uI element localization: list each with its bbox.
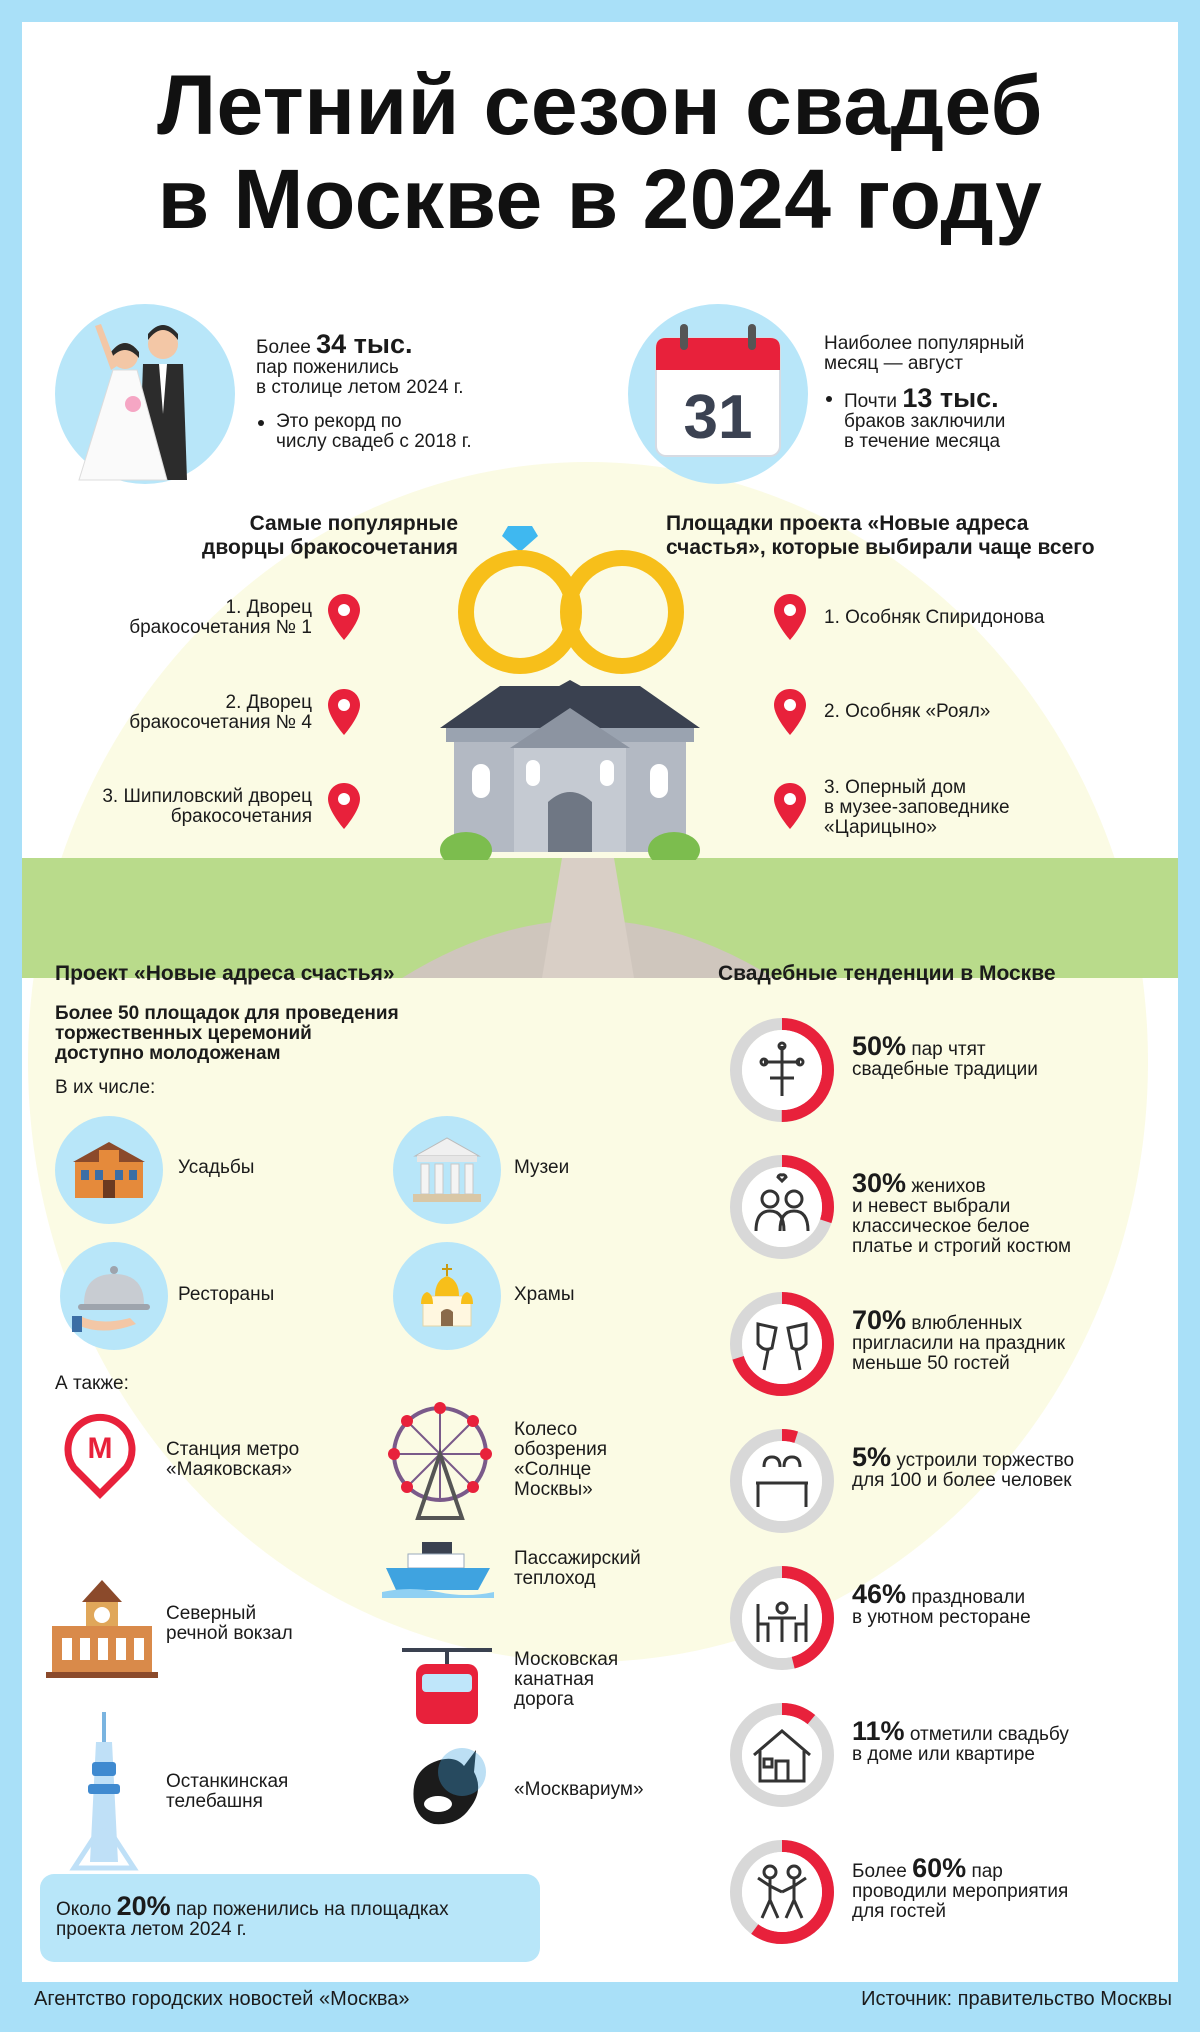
trend-ring-2 — [728, 1153, 836, 1261]
trend-ring-6 — [728, 1701, 836, 1809]
trends-heading: Свадебные тенденции в Москве — [718, 962, 1056, 985]
palace-item-2: 2. Дворец бракосочетания № 4 — [129, 692, 312, 733]
venue-item-3: 3. Оперный дом в музее-заповеднике «Царицыно» — [824, 777, 1010, 838]
map-pin-icon — [772, 592, 808, 642]
palaces-heading: Самые популярные дворцы бракосочетания — [202, 512, 458, 559]
record-bullet: Это рекорд по числу свадеб с 2018 г. — [256, 412, 556, 452]
trend-percent: 46% — [852, 1579, 907, 1609]
museum-icon — [393, 1116, 501, 1224]
among-label: В их числе: — [55, 1077, 156, 1098]
ship-icon — [382, 1532, 494, 1602]
project-subheading: Более 50 площадок для проведения торжественных церемоний доступно молодоженам — [55, 1003, 399, 1064]
tv-tower-icon — [62, 1712, 146, 1872]
map-pin-icon — [772, 781, 808, 831]
month-stat: Наиболее популярный месяц — август Почти 13 тыс. браков заключили в течение месяца — [824, 334, 1144, 452]
map-pin-icon — [772, 687, 808, 737]
venues-heading: Площадки проекта «Новые адреса счастья», которые выбирали чаще всего — [666, 512, 1095, 559]
project-heading: Проект «Новые адреса счастья» — [55, 962, 395, 985]
map-pin-icon — [326, 687, 362, 737]
place-ferris-wheel: Колесо обозрения «Солнце Москвы» — [514, 1419, 608, 1500]
palace-item-3: 3. Шипиловский дворец бракосочетания — [102, 786, 312, 827]
trend-percent: 5% — [852, 1442, 892, 1472]
place-tv-tower: Останкинская телебашня — [166, 1771, 289, 1812]
project-note-box — [40, 1874, 540, 1962]
trend-percent: 50% — [852, 1031, 907, 1061]
estate-icon — [55, 1116, 163, 1224]
museum-illustration — [393, 1116, 501, 1224]
venue-item-1: 1. Особняк Спиридонова — [824, 607, 1045, 628]
church-illustration — [393, 1242, 501, 1350]
trend-percent: 11% — [852, 1716, 905, 1746]
august-count: 13 тыс. — [902, 383, 999, 413]
map-pin-icon — [326, 592, 362, 642]
trend-percent: 30% — [852, 1168, 907, 1198]
title-line-1: Летний сезон свадеб — [157, 58, 1043, 152]
couples-stat: Более 34 тыс. пар поженились в столице летом 2024 г. Это рекорд по числу свадеб с 2018 г. — [256, 334, 556, 452]
trend-text-6: 11% отметили свадьбу в доме или квартире — [852, 1716, 1069, 1765]
bride-groom-icon — [55, 304, 235, 484]
calendar-illustration — [628, 304, 808, 484]
footer-source: Источник: правительство Москвы — [861, 1988, 1172, 2010]
metro-icon — [60, 1412, 140, 1502]
category-estates: Усадьбы — [178, 1157, 255, 1178]
trend-text-7: Более 60% пар проводили мероприятия для гостей — [852, 1853, 1069, 1922]
trend-ring-4 — [728, 1427, 836, 1535]
place-metro: Станция метро «Маяковская» — [166, 1439, 300, 1480]
trend-text-2: 30% женихов и невест выбрали классическое белое платье и строгий костюм — [852, 1168, 1072, 1257]
trend-text-4: 5% устроили торжество для 100 и более человек — [852, 1442, 1075, 1491]
orca-icon — [404, 1742, 494, 1832]
church-icon — [393, 1242, 501, 1350]
place-ship: Пассажирский теплоход — [514, 1548, 641, 1589]
cable-car-icon — [402, 1642, 492, 1730]
calendar-day: 31 — [683, 383, 753, 452]
ferris-wheel-icon — [380, 1398, 500, 1522]
trend-text-3: 70% влюбленных пригласили на праздник меньше 50 гостей — [852, 1305, 1066, 1374]
place-aquarium: «Москвариум» — [514, 1779, 644, 1800]
trend-ring-3 — [728, 1290, 836, 1398]
calendar-icon — [628, 304, 808, 484]
note-percent: 20% — [116, 1891, 171, 1921]
venue-item-2: 2. Особняк «Роял» — [824, 701, 991, 722]
footer-agency: Агентство городских новостей «Москва» — [34, 1988, 410, 2010]
place-river-station: Северный речной вокзал — [166, 1603, 293, 1644]
couple-illustration — [55, 304, 235, 484]
trend-percent: 60% — [912, 1853, 967, 1883]
cloche-icon — [60, 1242, 168, 1350]
also-label: А также: — [55, 1373, 129, 1394]
trend-prefix: Более — [852, 1861, 907, 1882]
category-restaurants: Рестораны — [178, 1284, 275, 1305]
palace-item-1: 1. Дворец бракосочетания № 1 — [129, 597, 312, 638]
estate-illustration — [55, 1116, 163, 1224]
august-bullet: Почти 13 тыс. браков заключили в течение месяца — [824, 388, 1144, 452]
title-line-2: в Москве в 2024 году — [157, 152, 1043, 246]
map-pin-icon — [326, 781, 362, 831]
ring-icon — [466, 558, 574, 666]
category-museums: Музеи — [514, 1157, 570, 1178]
trend-ring-5 — [728, 1564, 836, 1672]
diamond-icon — [502, 526, 538, 552]
category-churches: Храмы — [514, 1284, 575, 1305]
couples-count: 34 тыс. — [316, 329, 413, 359]
trend-text-5: 46% праздновали в уютном ресторане — [852, 1579, 1031, 1628]
trend-ring-7 — [728, 1838, 836, 1946]
rings-and-palace-illustration — [430, 520, 710, 860]
river-station-icon — [46, 1572, 158, 1682]
trend-percent: 70% — [852, 1305, 907, 1335]
trend-ring-1 — [728, 1016, 836, 1124]
project-note: Около 20% пар поженились на площадках проекта летом 2024 г. — [56, 1891, 449, 1940]
trend-text-1: 50% пар чтят свадебные традиции — [852, 1031, 1038, 1080]
ring-icon — [568, 558, 676, 666]
place-cable-car: Московская канатная дорога — [514, 1649, 619, 1710]
restaurant-illustration — [60, 1242, 168, 1350]
page-title — [0, 58, 1200, 246]
svg-text:M: M — [87, 1432, 113, 1465]
